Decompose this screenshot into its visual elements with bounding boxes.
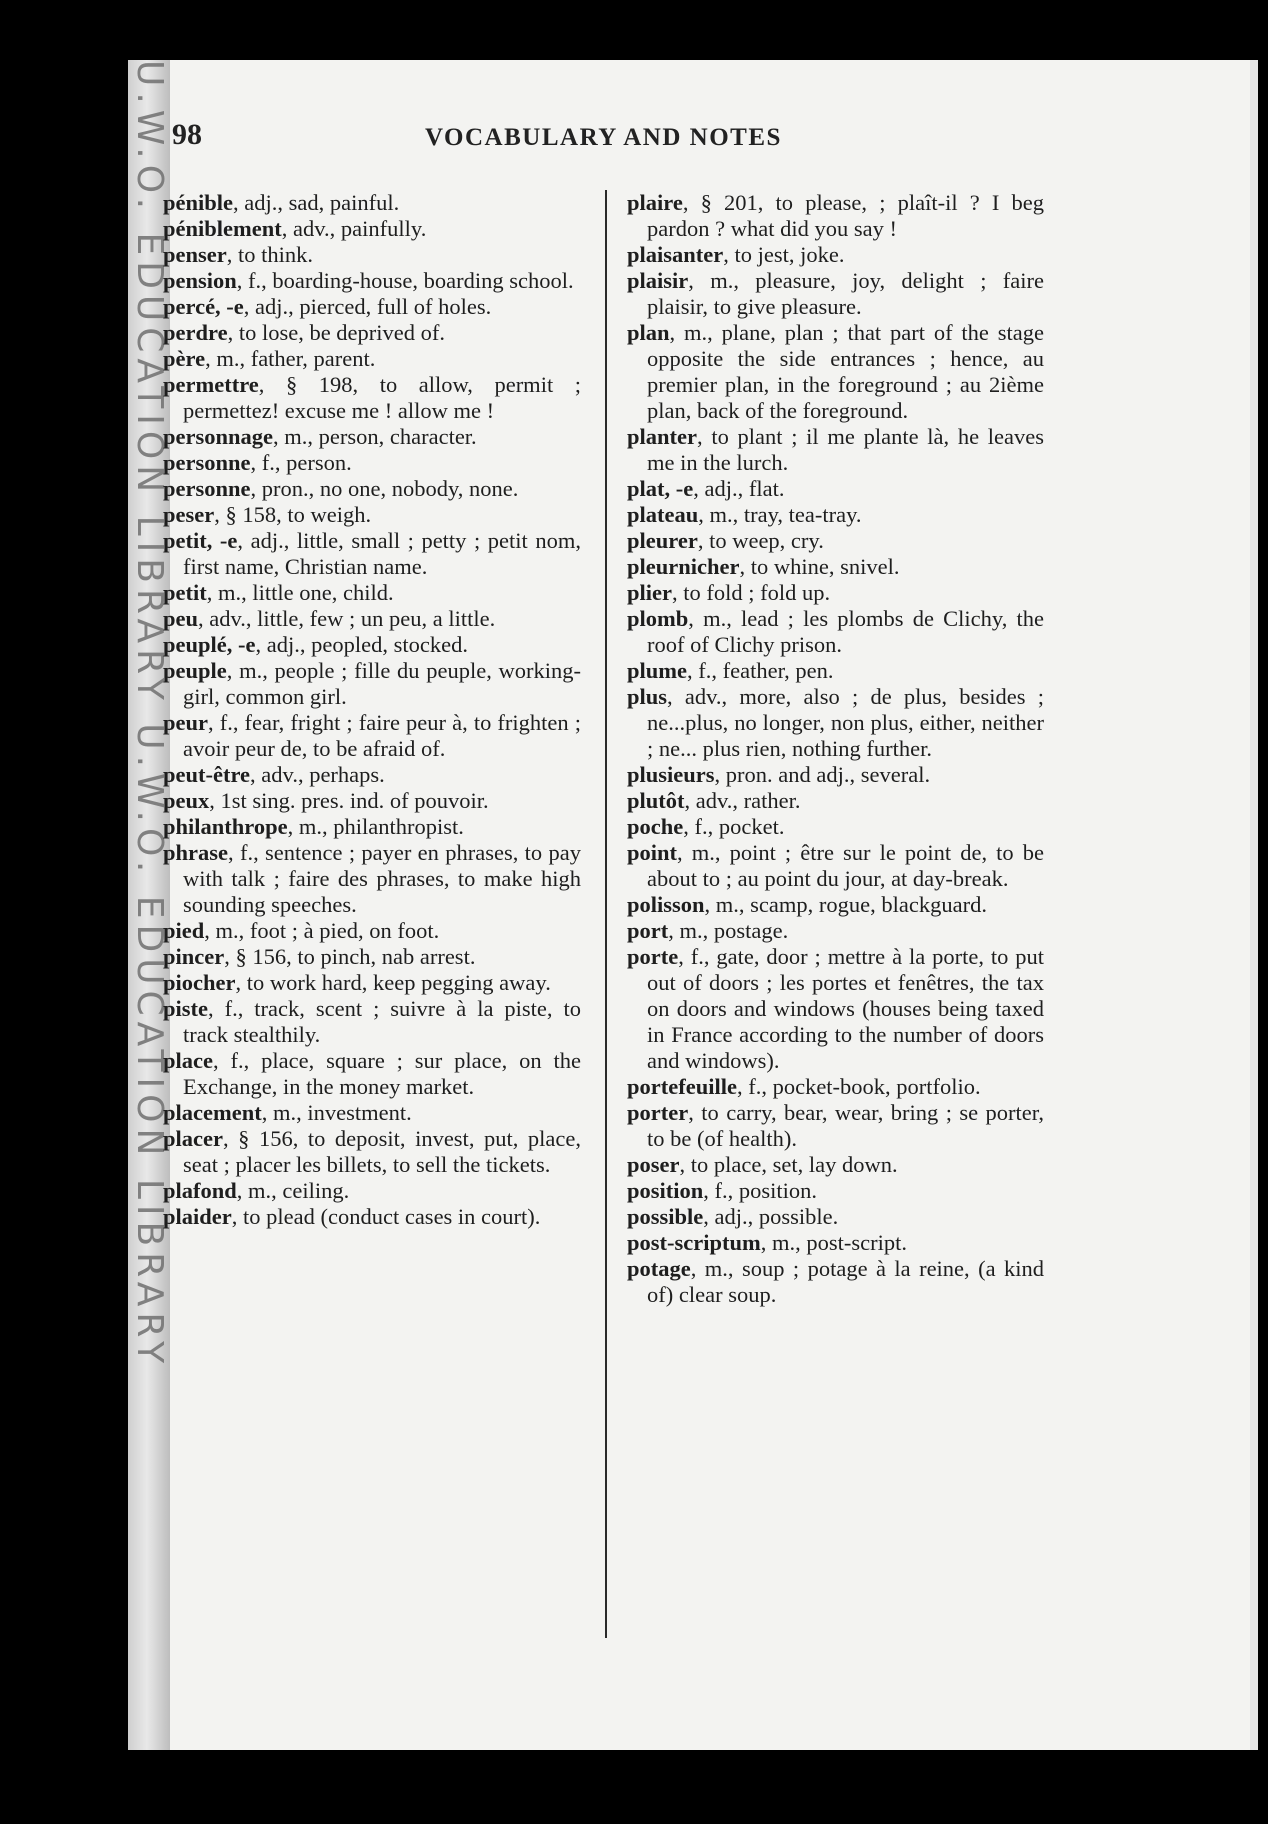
spine-label: U.W.O. EDUCATION LIBRARY U.W.O. EDUCATION LIBRARY xyxy=(129,60,170,1370)
dictionary-entry xyxy=(163,788,581,814)
entry-headword: placer xyxy=(163,1126,223,1151)
entry-headword: phrase xyxy=(163,840,229,865)
dictionary-entry xyxy=(627,944,1044,1074)
entry-definition: , to whine, snivel. xyxy=(739,554,900,579)
dictionary-entry xyxy=(163,710,581,762)
entry-headword: peser xyxy=(163,502,215,527)
entry-definition: , m., lead ; les plombs de Clichy, the roof of Clichy prison. xyxy=(647,606,1044,657)
entry-headword: plaider xyxy=(163,1204,232,1229)
entry-definition: , f., feather, pen. xyxy=(687,658,834,683)
entry-definition: , § 156, to deposit, invest, put, place, seat ; placer les billets, to sell the tickets. xyxy=(183,1126,581,1177)
dictionary-entry xyxy=(627,684,1044,762)
entry-headword: perdre xyxy=(163,320,228,345)
dictionary-entry xyxy=(163,320,581,346)
dictionary-entry xyxy=(163,346,581,372)
dictionary-entry xyxy=(627,788,1044,814)
dictionary-entry xyxy=(627,1100,1044,1152)
dictionary-entry xyxy=(163,762,581,788)
entry-definition: , m., tray, tea-tray. xyxy=(698,502,862,527)
entry-definition: , § 158, to weigh. xyxy=(214,502,372,527)
dictionary-entry xyxy=(627,918,1044,944)
entry-definition: , to plant ; il me plante là, he leaves me in the lurch. xyxy=(647,424,1044,475)
dictionary-entry xyxy=(163,294,581,320)
entry-definition: , to carry, bear, wear, bring ; se porter, to be (of health). xyxy=(647,1100,1044,1151)
entry-definition: , f., sentence ; payer en phrases, to pay with talk ; faire des phrases, to make high sounding speeches. xyxy=(183,840,581,917)
entry-definition: , f., boarding-house, boarding school. xyxy=(236,268,574,293)
dictionary-entry xyxy=(163,580,581,606)
dictionary-entry xyxy=(163,632,581,658)
dictionary-entry xyxy=(627,580,1044,606)
dictionary-entry xyxy=(627,840,1044,892)
entry-definition: , to weep, cry. xyxy=(697,528,824,553)
dictionary-entry xyxy=(627,528,1044,554)
entry-definition: , adj., little, small ; petty ; petit nom, first name, Christian name. xyxy=(183,528,581,579)
dictionary-entry xyxy=(627,1256,1044,1308)
entry-definition: , adj., pierced, full of holes. xyxy=(243,294,492,319)
dictionary-entry xyxy=(627,424,1044,476)
entry-headword: peu xyxy=(163,606,199,631)
entry-headword: petit xyxy=(163,580,207,605)
entry-definition: , f., position. xyxy=(703,1178,818,1203)
entry-headword: point xyxy=(627,840,678,865)
entry-definition: , adj., flat. xyxy=(693,476,785,501)
entry-definition: , f., fear, fright ; faire peur à, to frighten ; avoir peur de, to be afraid of. xyxy=(183,710,581,761)
dictionary-entry xyxy=(163,372,581,424)
dictionary-entry xyxy=(627,190,1044,242)
entry-headword: plusieurs xyxy=(627,762,715,787)
running-head: VOCABULARY AND NOTES xyxy=(425,124,782,151)
entry-definition: , adj., possible. xyxy=(703,1204,839,1229)
entry-definition: , m., plane, plan ; that part of the stage opposite the side entrances ; hence, au premier plan, in the foreground ; au 2ième plan, back of the foreground. xyxy=(647,320,1044,423)
entry-definition: , adv., more, also ; de plus, besides ; ne...plus, no longer, non plus, either, neither ; ne... plus rien, nothing further. xyxy=(647,684,1044,761)
dictionary-entry xyxy=(627,1074,1044,1100)
entry-definition: , adv., perhaps. xyxy=(250,762,385,787)
dictionary-entry xyxy=(627,268,1044,320)
entry-definition: , f., gate, door ; mettre à la porte, to put out of doors ; les portes et fenêtres, the tax on doors and windows (houses being taxed in France according to the number of doors and windows). xyxy=(647,944,1044,1073)
entry-definition: , to place, set, lay down. xyxy=(679,1152,898,1177)
entry-definition: , f., place, square ; sur place, on the Exchange, in the money market. xyxy=(183,1048,581,1099)
entry-definition: , m., foot ; à pied, on foot. xyxy=(204,918,440,943)
dictionary-entry xyxy=(627,554,1044,580)
entry-headword: peur xyxy=(163,710,208,735)
entry-definition: , f., pocket-book, portfolio. xyxy=(736,1074,981,1099)
entry-headword: planter xyxy=(627,424,697,449)
entry-headword: position xyxy=(627,1178,704,1203)
entry-definition: , m., soup ; potage à la reine, (a kind of) clear soup. xyxy=(647,1256,1044,1307)
dictionary-entry xyxy=(163,1178,581,1204)
entry-definition: , m., philanthropist. xyxy=(287,814,464,839)
entry-definition: , f., pocket. xyxy=(683,814,785,839)
entry-headword: piste xyxy=(163,996,208,1021)
entry-headword: péniblement xyxy=(163,216,282,241)
entry-definition: , f., track, scent ; suivre à la piste, to track stealthily. xyxy=(183,996,581,1047)
dictionary-entry xyxy=(627,892,1044,918)
dictionary-entry xyxy=(163,1204,581,1230)
dictionary-entry xyxy=(163,606,581,632)
entry-headword: plafond xyxy=(163,1178,237,1203)
entry-headword: port xyxy=(627,918,669,943)
dictionary-entry xyxy=(163,216,581,242)
entry-definition: , pron., no one, nobody, none. xyxy=(250,476,519,501)
dictionary-entry xyxy=(163,450,581,476)
dictionary-entry xyxy=(627,658,1044,684)
dictionary-entry xyxy=(163,268,581,294)
entry-headword: personnage xyxy=(163,424,274,449)
entry-definition: , to plead (conduct cases in court). xyxy=(231,1204,541,1229)
entry-headword: porter xyxy=(627,1100,689,1125)
entry-headword: peuple xyxy=(163,658,227,683)
entry-definition: , m., people ; fille du peuple, working-girl, common girl. xyxy=(183,658,581,709)
dictionary-entry xyxy=(627,1204,1044,1230)
entry-definition: , m., scamp, rogue, blackguard. xyxy=(704,892,987,917)
entry-headword: pied xyxy=(163,918,205,943)
entry-definition: , m., little one, child. xyxy=(206,580,394,605)
entry-headword: penser xyxy=(163,242,227,267)
dictionary-entry xyxy=(627,606,1044,658)
entry-headword: plaire xyxy=(627,190,683,215)
entry-definition: , m., point ; être sur le point de, to be about to ; au point du jour, at day-break. xyxy=(647,840,1044,891)
dictionary-entry xyxy=(627,762,1044,788)
dictionary-entry xyxy=(163,814,581,840)
entry-headword: pénible xyxy=(163,190,234,215)
entry-headword: place xyxy=(163,1048,213,1073)
entry-headword: personne xyxy=(163,450,251,475)
dictionary-entry xyxy=(163,476,581,502)
page-edge xyxy=(1250,60,1258,1750)
dictionary-entry xyxy=(163,840,581,918)
dictionary-entry xyxy=(163,918,581,944)
entry-headword: permettre xyxy=(163,372,259,397)
entry-definition: , m., investment. xyxy=(261,1100,412,1125)
dictionary-entry xyxy=(163,1048,581,1100)
entry-definition: , adv., painfully. xyxy=(281,216,427,241)
entry-headword: placement xyxy=(163,1100,262,1125)
entry-headword: poser xyxy=(627,1152,680,1177)
dictionary-entry xyxy=(627,476,1044,502)
entry-definition: , to lose, be deprived of. xyxy=(227,320,446,345)
entry-headword: plan xyxy=(627,320,670,345)
dictionary-entry xyxy=(627,242,1044,268)
dictionary-entry xyxy=(163,528,581,580)
dictionary-entry xyxy=(627,1230,1044,1256)
dictionary-entry xyxy=(163,242,581,268)
dictionary-entry xyxy=(163,970,581,996)
entry-headword: portefeuille xyxy=(627,1074,737,1099)
dictionary-entry xyxy=(163,190,581,216)
entry-headword: potage xyxy=(627,1256,691,1281)
dictionary-entry xyxy=(163,502,581,528)
dictionary-entry xyxy=(163,424,581,450)
dictionary-entry xyxy=(163,1126,581,1178)
entry-headword: plier xyxy=(627,580,672,605)
entry-headword: porte xyxy=(627,944,679,969)
left-column xyxy=(163,190,581,1230)
dictionary-entry xyxy=(627,814,1044,840)
entry-headword: plume xyxy=(627,658,688,683)
entry-headword: pincer xyxy=(163,944,225,969)
entry-definition: , pron. and adj., several. xyxy=(714,762,931,787)
entry-headword: père xyxy=(163,346,206,371)
entry-headword: plateau xyxy=(627,502,699,527)
entry-headword: plus xyxy=(627,684,668,709)
entry-definition: , m., pleasure, joy, delight ; faire plaisir, to give pleasure. xyxy=(647,268,1044,319)
entry-headword: plaisir xyxy=(627,268,689,293)
dictionary-entry xyxy=(163,996,581,1048)
entry-headword: philanthrope xyxy=(163,814,288,839)
column-divider xyxy=(605,190,607,1638)
entry-headword: post-scriptum xyxy=(627,1230,761,1255)
dictionary-entry xyxy=(163,1100,581,1126)
entry-definition: , 1st sing. pres. ind. of pouvoir. xyxy=(209,788,489,813)
entry-headword: polisson xyxy=(627,892,705,917)
entry-definition: , to jest, joke. xyxy=(723,242,845,267)
entry-headword: personne xyxy=(163,476,251,501)
entry-definition: , to think. xyxy=(226,242,314,267)
entry-definition: , m., person, character. xyxy=(273,424,477,449)
entry-headword: peuplé, -e xyxy=(163,632,256,657)
dictionary-entry xyxy=(627,502,1044,528)
dictionary-entry xyxy=(163,944,581,970)
entry-definition: , § 201, to please, ; plaît-il ? I beg pardon ? what did you say ! xyxy=(647,190,1044,241)
entry-headword: percé, -e xyxy=(163,294,244,319)
entry-definition: , § 198, to allow, permit ; permettez! excuse me ! allow me ! xyxy=(183,372,581,423)
entry-headword: peut-être xyxy=(163,762,251,787)
entry-definition: , adv., rather. xyxy=(684,788,801,813)
entry-definition: , to fold ; fold up. xyxy=(672,580,831,605)
entry-headword: pleurnicher xyxy=(627,554,740,579)
entry-headword: plutôt xyxy=(627,788,685,813)
entry-headword: poche xyxy=(627,814,684,839)
entry-definition: , adj., sad, painful. xyxy=(233,190,400,215)
entry-headword: plaisanter xyxy=(627,242,724,267)
entry-headword: peux xyxy=(163,788,210,813)
entry-headword: plat, -e xyxy=(627,476,694,501)
entry-definition: , m., post-script. xyxy=(760,1230,907,1255)
entry-definition: , adj., peopled, stocked. xyxy=(255,632,468,657)
entry-definition: , m., postage. xyxy=(668,918,789,943)
entry-headword: pension xyxy=(163,268,237,293)
entry-definition: , adv., little, few ; un peu, a little. xyxy=(198,606,496,631)
page-number: 98 xyxy=(172,118,202,151)
entry-definition: , to work hard, keep pegging away. xyxy=(235,970,551,995)
entry-definition: , f., person. xyxy=(250,450,352,475)
entry-headword: pleurer xyxy=(627,528,698,553)
entry-headword: possible xyxy=(627,1204,704,1229)
entry-headword: plomb xyxy=(627,606,689,631)
entry-definition: , § 156, to pinch, nab arrest. xyxy=(224,944,476,969)
entry-definition: , m., father, parent. xyxy=(205,346,376,371)
dictionary-entry xyxy=(627,320,1044,424)
entry-headword: piocher xyxy=(163,970,236,995)
entry-headword: petit, -e xyxy=(163,528,238,553)
entry-definition: , m., ceiling. xyxy=(236,1178,350,1203)
dictionary-entry xyxy=(627,1178,1044,1204)
right-column xyxy=(627,190,1044,1308)
dictionary-entry xyxy=(163,658,581,710)
dictionary-entry xyxy=(627,1152,1044,1178)
